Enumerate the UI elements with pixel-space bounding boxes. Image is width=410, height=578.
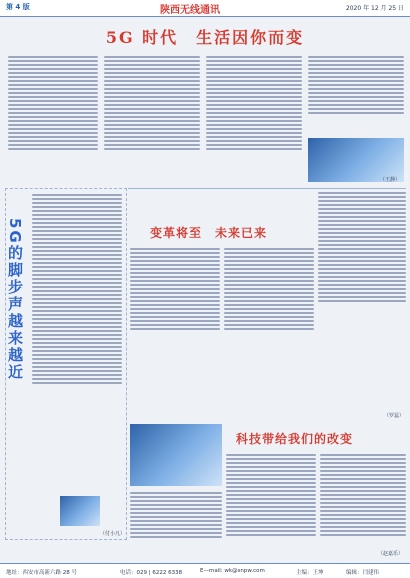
bottom-text-2 [226,452,316,546]
footer-editor2: 编辑：闫建伟 [346,570,380,576]
text-column-1 [8,54,98,182]
issue-date: 2020 年 12 月 25 日 [345,5,404,12]
subheadline-change: 变革将至 未来已来 [150,226,268,240]
page-number: 第 4 版 [6,3,30,11]
text-column-3 [206,54,302,182]
footer-email: E—mail: wk@snpw.com [200,568,265,574]
masthead: 陕西无线通讯 [160,5,220,16]
middle-text-1 [130,246,220,416]
illustration-phone [60,496,100,526]
author-4: （赵嘉乐） [378,551,404,557]
top-bar [0,0,410,17]
main-headline: 5G 时代 生活因你而变 [105,28,305,47]
text-column-4 [308,54,404,138]
text-column-2 [104,54,200,182]
middle-text-3 [318,190,406,416]
subheadline-tech: 科技带给我们的改变 [236,432,354,446]
author-3: （罗蕊） [384,413,405,419]
vertical-title: 5G的脚步声越来越近 [6,218,24,381]
author-2: （付小凡） [100,531,126,537]
left-panel-text [32,192,122,532]
author-1: （王静） [380,177,401,183]
middle-text-2 [224,246,314,416]
footer-address: 地址：西安市高新六路 28 号 [6,570,77,576]
footer-editor: 主编：王坤 [296,570,324,576]
illustration-worker [130,424,222,486]
bottom-text-1 [130,490,222,546]
bottom-text-3 [320,452,406,546]
footer [0,563,410,578]
footer-phone: 电话：029 | 6222 6338 [120,570,183,576]
